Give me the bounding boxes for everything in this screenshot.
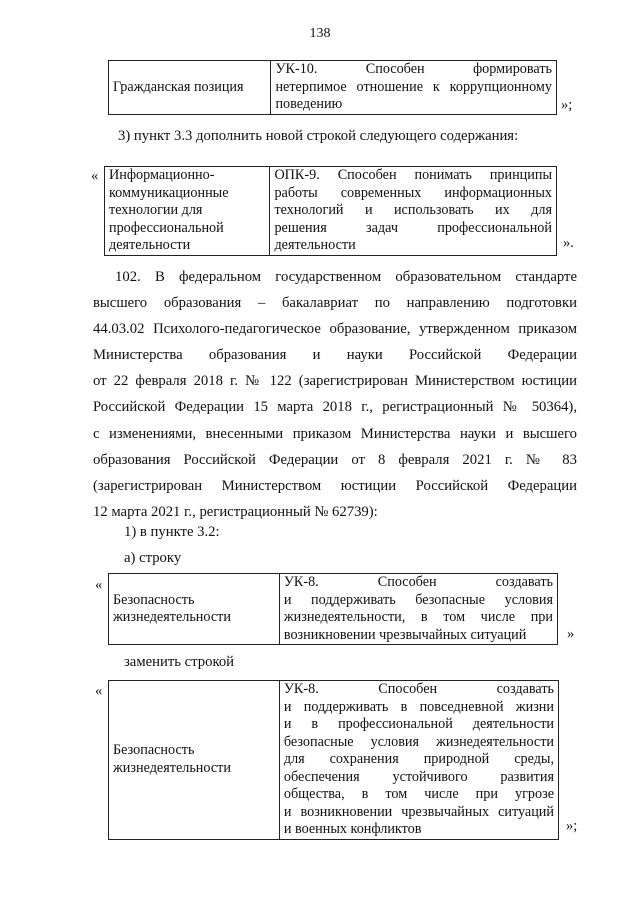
cell-line: коммуникационные bbox=[109, 184, 229, 201]
cell-line: возникновении чрезвычайных ситуаций bbox=[283, 626, 527, 643]
cell-line: Информационно- bbox=[109, 167, 215, 183]
paragraph-line: Российской Федерации 15 марта 2018 г., регистрационный № 50364), bbox=[93, 399, 577, 416]
cell-line: нетерпимое отношение к коррупционному bbox=[275, 78, 552, 95]
cell-line: поведению bbox=[275, 96, 343, 112]
paragraph-line: с изменениями, внесенными приказом Министерства науки и высшего bbox=[93, 425, 577, 442]
cell-line: жизнедеятельности bbox=[113, 609, 231, 625]
table-cell-competence-group bbox=[109, 681, 280, 840]
table-cell-competence bbox=[279, 681, 558, 840]
opening-quote: « bbox=[95, 683, 103, 699]
closing-quote: »; bbox=[561, 97, 573, 113]
table-cell-competence-group bbox=[109, 574, 280, 645]
table-life-safety-old bbox=[108, 573, 558, 645]
cell-line: и военных конфликтов bbox=[283, 821, 422, 837]
cell-line: технологий и использовать их для bbox=[274, 202, 552, 218]
table-cell-competence-group bbox=[105, 167, 270, 256]
table-cell-competence-group bbox=[109, 61, 271, 115]
cell-line: и поддерживать в повседневной жизни bbox=[283, 698, 554, 715]
sub-item-a: а) строку bbox=[124, 550, 182, 566]
paragraph-line: 12 марта 2021 г., регистрационный № 62739): bbox=[93, 503, 378, 520]
cell-line: безопасные условия жизнедеятельности bbox=[283, 733, 554, 750]
opening-quote: « bbox=[95, 577, 103, 593]
table-ict bbox=[104, 166, 557, 256]
item-3: 3) пункт 3.3 дополнить новой строкой следующего содержания: bbox=[118, 128, 519, 144]
cell-line: технологии для bbox=[109, 202, 203, 218]
cell-line: деятельности bbox=[109, 237, 191, 253]
paragraph-line: 44.03.02 Психолого-педагогическое образование, утвержденном приказом bbox=[93, 321, 577, 338]
cell-line: работы современных информационных bbox=[274, 184, 552, 201]
sub-item-1: 1) в пункте 3.2: bbox=[124, 524, 220, 540]
cell-line: решения задач профессиональной bbox=[274, 219, 552, 236]
replace-text: заменить строкой bbox=[124, 654, 235, 670]
cell-line: ОПК-9. Способен понимать принципы bbox=[274, 167, 552, 183]
cell-line: УК-10. Способен формировать bbox=[275, 61, 552, 77]
cell-line: профессиональной bbox=[109, 219, 224, 236]
cell-line: УК-8. Способен создавать bbox=[283, 681, 554, 697]
paragraph-line: 102. В федеральном государственном образовательном стандарте bbox=[115, 269, 577, 285]
cell-line: жизнедеятельности bbox=[113, 759, 231, 776]
table-cell-competence bbox=[279, 574, 557, 645]
paragraph-line: (зарегистрирован Министерством юстиции Российской Федерации bbox=[93, 477, 577, 494]
closing-quote: ». bbox=[563, 235, 574, 251]
closing-quote: »; bbox=[566, 818, 578, 834]
cell-line: деятельности bbox=[274, 237, 356, 253]
table-cell-competence bbox=[271, 61, 557, 115]
paragraph-102 bbox=[93, 264, 577, 525]
cell-line: общества, в том числе при угрозе bbox=[283, 786, 554, 802]
page-number: 138 bbox=[309, 26, 331, 41]
cell-line: УК-8. Способен создавать bbox=[283, 574, 553, 590]
table-civic-position bbox=[108, 60, 557, 115]
table-cell-competence bbox=[270, 167, 557, 256]
closing-quote: » bbox=[567, 626, 575, 642]
cell-line: и поддерживать безопасные условия bbox=[283, 591, 553, 608]
cell-text: Гражданская позиция bbox=[113, 78, 244, 95]
cell-line: для сохранения природной среды, bbox=[283, 751, 554, 767]
cell-line: жизнедеятельности, в том числе при bbox=[283, 609, 553, 625]
paragraph-line: Министерства образования и науки Российской Федерации bbox=[93, 347, 577, 364]
cell-line: и в профессиональной деятельности bbox=[283, 716, 554, 732]
cell-line: Безопасность bbox=[113, 742, 195, 759]
paragraph-line: образования Российской Федерации от 8 февраля 2021 г. № 83 bbox=[93, 451, 577, 468]
paragraph-line: от 22 февраля 2018 г. № 122 (зарегистрирован Министерством юстиции bbox=[93, 373, 577, 390]
cell-line: обеспечения устойчивого развития bbox=[283, 768, 554, 785]
table-life-safety-new bbox=[108, 680, 559, 840]
cell-line: Безопасность bbox=[113, 591, 195, 608]
paragraph-line: высшего образования – бакалавриат по направлению подготовки bbox=[93, 295, 577, 312]
cell-line: и возникновении чрезвычайных ситуаций bbox=[283, 803, 554, 820]
opening-quote: « bbox=[91, 168, 99, 184]
